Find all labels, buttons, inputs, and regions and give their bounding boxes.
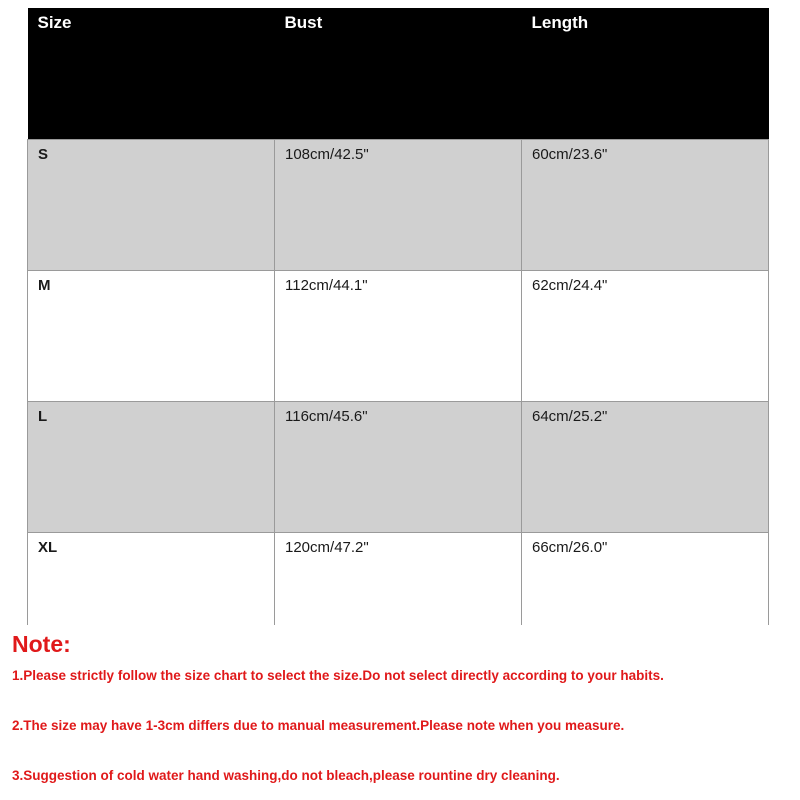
table-row <box>28 402 769 533</box>
bust-cell: 116cm/45.6" <box>275 402 522 533</box>
length-cell: 62cm/24.4" <box>522 271 769 402</box>
size-cell: S <box>28 140 275 271</box>
table-row <box>28 140 769 271</box>
length-cell: 64cm/25.2" <box>522 402 769 533</box>
length-cell: 60cm/23.6" <box>522 140 769 271</box>
note-line-2: 2.The size may have 1-3cm differs due to manual measurement.Please note when you measure. <box>12 718 625 733</box>
header-length: Length <box>522 8 769 140</box>
size-cell: M <box>28 271 275 402</box>
bust-cell: 120cm/47.2" <box>275 533 522 626</box>
size-chart-table <box>27 8 769 625</box>
note-title: Note: <box>12 631 71 657</box>
size-cell: XL <box>28 533 275 626</box>
length-cell: 66cm/26.0" <box>522 533 769 626</box>
table-header-row <box>28 8 769 140</box>
table-row <box>28 533 769 626</box>
table-row <box>28 271 769 402</box>
header-size: Size <box>28 8 275 140</box>
bust-cell: 112cm/44.1" <box>275 271 522 402</box>
note-section <box>12 624 792 783</box>
size-cell: L <box>28 402 275 533</box>
header-bust: Bust <box>275 8 522 140</box>
bust-cell: 108cm/42.5" <box>275 140 522 271</box>
note-line-1: 1.Please strictly follow the size chart to select the size.Do not select directly according to your habits. <box>12 668 664 683</box>
note-line-3: 3.Suggestion of cold water hand washing,do not bleach,please rountine dry cleaning. <box>12 768 560 783</box>
